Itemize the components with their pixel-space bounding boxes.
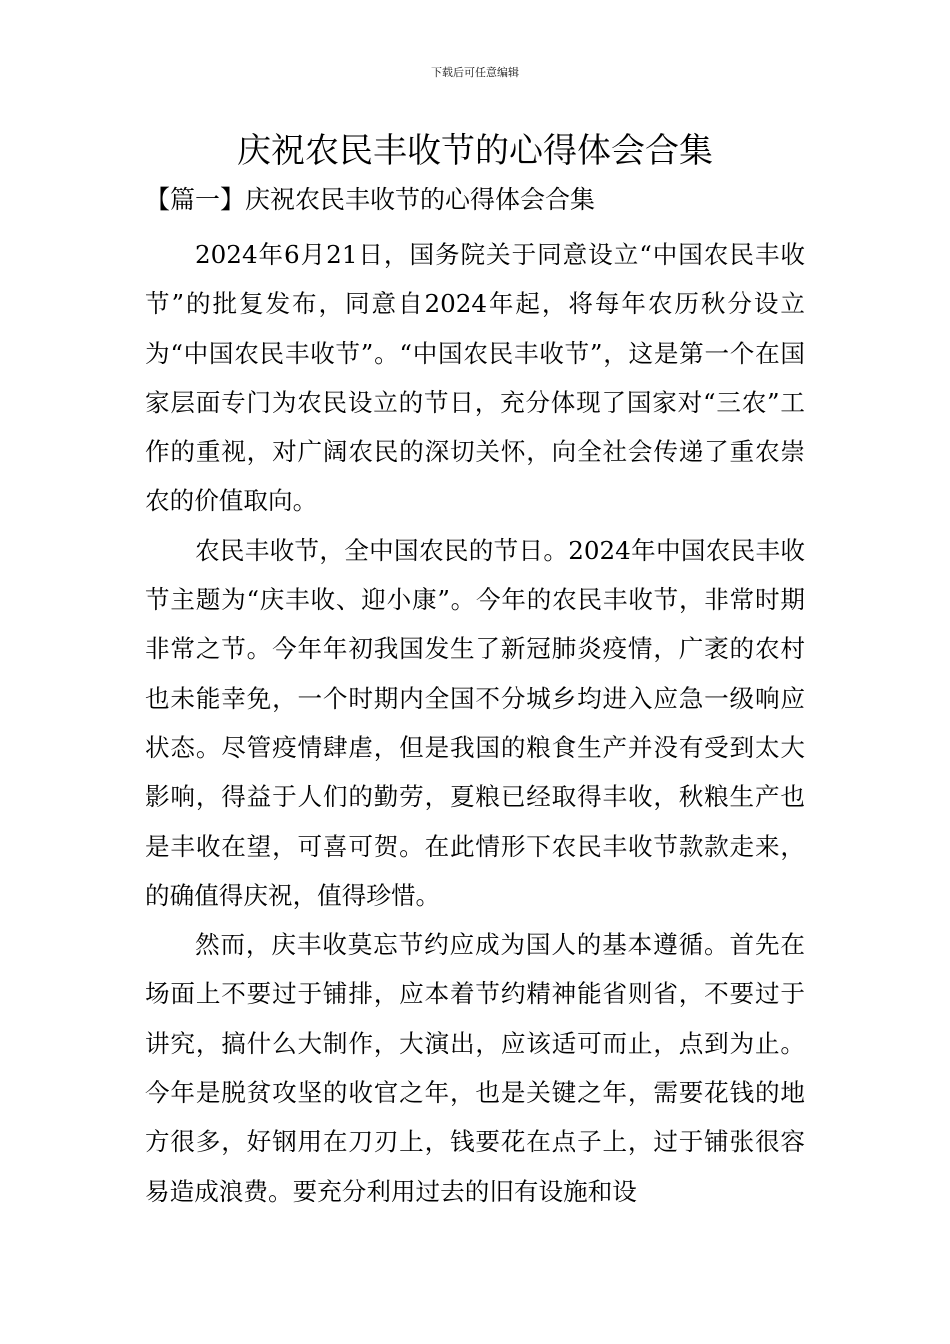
paragraph-2: 农民丰收节，全中国农民的节日。2024年中国农民丰收节主题为“庆丰收、迎小康”。今年的农民丰收节，非常时期非常之节。今年年初我国发生了新冠肺炎疫情，广袤的农村也未能幸免，一个时期内全国不分城乡均进入应急一级响应状态。尽管疫情肆虐，但是我国的粮食生产并没有受到太大影响，得益于人们的勤劳，夏粮已经取得丰收，秋粮生产也是丰收在望，可喜可贺。在此情形下农民丰收节款款走来，的确值得庆祝，值得珍惜。	[145, 535, 805, 910]
section-heading: 【篇一】庆祝农民丰收节的心得体会合集	[145, 185, 596, 214]
paragraph-3: 然而，庆丰收莫忘节约应成为国人的基本遵循。首先在场面上不要过于铺排，应本着节约精神能省则省，不要过于讲究，搞什么大制作，大演出，应该适可而止，点到为止。今年是脱贫攻坚的收官之年，也是关键之年，需要花钱的地方很多，好钢用在刀刃上，钱要花在点子上，过于铺张很容易造成浪费。要充分利用过去的旧有设施和设	[145, 930, 805, 1206]
document-title: 庆祝农民丰收节的心得体会合集	[237, 131, 713, 171]
document-body	[145, 230, 805, 1216]
paragraph-1: 2024年6月21日，国务院关于同意设立“中国农民丰收节”的批复发布，同意自2024年起，将每年农历秋分设立为“中国农民丰收节”。“中国农民丰收节”，这是第一个在国家层面专门为农民设立的节日，充分体现了国家对“三农”工作的重视，对广阔农民的深切关怀，向全社会传递了重农崇农的价值取向。	[145, 240, 805, 516]
header-note: 下载后可任意编辑	[431, 66, 519, 79]
